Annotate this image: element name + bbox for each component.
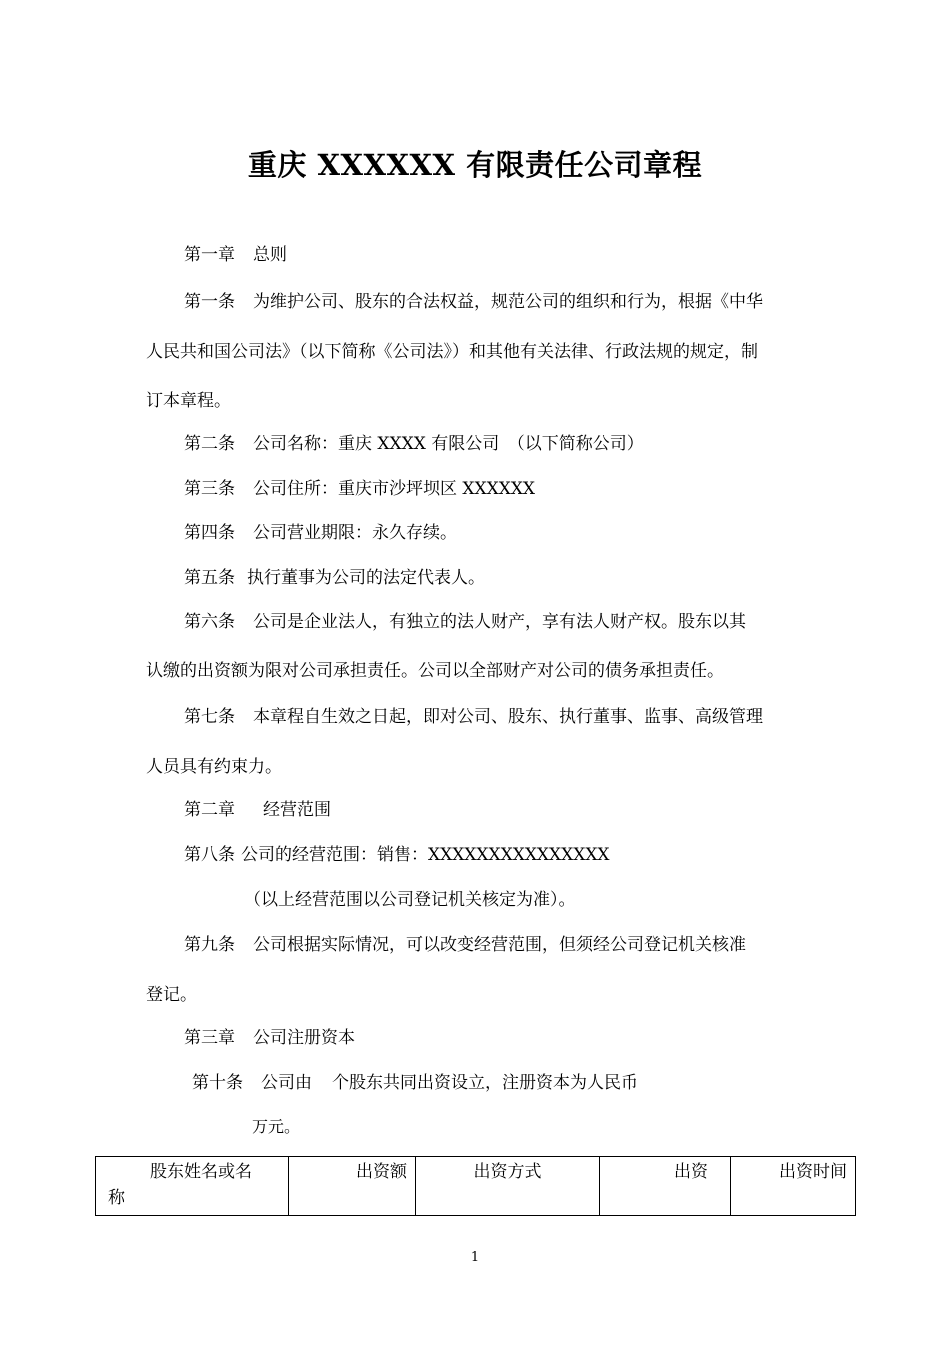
article-text: 执行董事为公司的法定代表人。 (247, 568, 485, 588)
article-number: 第七条 (184, 707, 235, 727)
article-text-part-2: 个股东共同出资设立，注册资本为人民币 (332, 1073, 638, 1093)
article-6-line-1 (184, 610, 746, 634)
chapter-title: 总则 (253, 245, 287, 265)
chapter-2-heading (184, 798, 331, 822)
article-text: 公司的经营范围：销售：XXXXXXXXXXXXXXX (241, 845, 610, 865)
chapter-title: 经营范围 (263, 800, 331, 820)
article-5 (184, 566, 485, 590)
article-text: 公司名称：重庆 XXXX 有限公司 （以下简称公司） (253, 434, 644, 454)
header-name-wrap: 称 (108, 1188, 125, 1208)
article-number: 第二条 (184, 434, 235, 454)
article-text: 为维护公司、股东的合法权益，规范公司的组织和行为，根据《中华 (253, 292, 763, 312)
chapter-number: 第二章 (184, 800, 235, 820)
chapter-title: 公司注册资本 (253, 1028, 355, 1048)
article-9-line-2: 登记。 (146, 985, 197, 1005)
article-6-line-2: 认缴的出资额为限对公司承担责任。公司以全部财产对公司的债务承担责任。 (146, 661, 724, 681)
table-header-cell (289, 1157, 416, 1216)
article-text: 公司营业期限：永久存续。 (253, 523, 457, 543)
header-ratio-text: 出资 (674, 1162, 708, 1182)
article-text: 公司住所：重庆市沙坪坝区 XXXXXX (253, 479, 536, 499)
table-header-cell (731, 1157, 856, 1216)
chapter-number: 第三章 (184, 1028, 235, 1048)
header-method-text: 出资方式 (473, 1162, 542, 1182)
article-10-line-2: 万元。 (252, 1117, 301, 1136)
article-10-line-1 (192, 1071, 638, 1095)
article-number: 第九条 (184, 935, 235, 955)
article-text: 公司根据实际情况，可以改变经营范围，但须经公司登记机关核准 (253, 935, 746, 955)
article-4 (184, 521, 457, 545)
article-3 (184, 477, 535, 501)
article-number: 第四条 (184, 523, 235, 543)
chapter-3-heading (184, 1026, 355, 1050)
document-title: 重庆 XXXXXX 有限责任公司章程 (247, 148, 703, 182)
article-7-line-1 (184, 705, 763, 729)
article-text-part-1: 公司由 (261, 1073, 312, 1093)
article-number: 第十条 (192, 1073, 243, 1093)
article-2 (184, 432, 644, 456)
table-header-cell (600, 1157, 731, 1216)
article-1-line-3: 订本章程。 (146, 391, 231, 411)
header-name-text: 股东姓名或名 (150, 1162, 252, 1182)
article-number: 第六条 (184, 612, 235, 632)
table-header-cell (96, 1157, 289, 1216)
article-number: 第五条 (184, 568, 235, 588)
article-text: 公司是企业法人，有独立的法人财产，享有法人财产权。股东以其 (253, 612, 746, 632)
article-9-line-1 (184, 933, 746, 957)
article-number: 第三条 (184, 479, 235, 499)
chapter-number: 第一章 (184, 245, 235, 265)
table-header-row (96, 1157, 856, 1216)
table-header-cell (416, 1157, 600, 1216)
article-8-note: （以上经营范围以公司登记机关核定为准）。 (244, 890, 576, 910)
article-1-line-2: 人民共和国公司法》（以下简称《公司法》）和其他有关法律、行政法规的规定，制 (146, 342, 758, 362)
article-text: 本章程自生效之日起，即对公司、股东、执行董事、监事、高级管理 (253, 707, 763, 727)
chapter-1-heading (184, 243, 287, 267)
article-1-line-1 (184, 290, 763, 314)
shareholder-table (95, 1156, 856, 1216)
article-number: 第八条 (184, 845, 235, 865)
header-amount-text: 出资额 (356, 1162, 407, 1182)
article-number: 第一条 (184, 292, 235, 312)
article-8 (184, 843, 610, 867)
page-number: 1 (470, 1250, 480, 1265)
article-7-line-2: 人员具有约束力。 (146, 757, 282, 777)
header-time-text: 出资时间 (779, 1162, 847, 1182)
